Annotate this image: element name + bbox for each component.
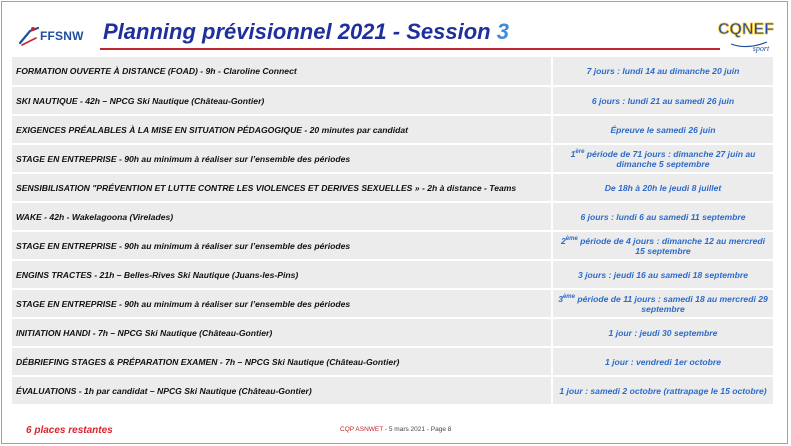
activity-cell: WAKE - 42h - Wakelagoona (Virelades) bbox=[12, 202, 552, 231]
skier-icon bbox=[18, 25, 40, 47]
activity-cell: STAGE EN ENTREPRISE - 90h au minimum à réaliser sur l’ensemble des périodes bbox=[12, 144, 552, 173]
date-cell bbox=[552, 231, 773, 260]
table-row bbox=[12, 57, 773, 86]
date-cell: 6 jours : lundi 21 au samedi 26 juin bbox=[552, 86, 773, 115]
ffsnw-logo bbox=[18, 25, 90, 47]
title-underline bbox=[100, 48, 720, 50]
activity-cell: SENSIBILISATION "PRÉVENTION ET LUTTE CONTRE LES VIOLENCES ET DERIVES SEXUELLES » - 2h à distance - Teams bbox=[12, 173, 552, 202]
activity-cell: DÉBRIEFING STAGES & PRÉPARATION EXAMEN - 7h – NPCG Ski Nautique (Château-Gontier) bbox=[12, 347, 552, 376]
activity-cell: SKI NAUTIQUE - 42h – NPCG Ski Nautique (Château-Gontier) bbox=[12, 86, 552, 115]
table-row bbox=[12, 173, 773, 202]
date-cell bbox=[552, 289, 773, 318]
table-row bbox=[12, 347, 773, 376]
date-text: période de 71 jours : dimanche 27 juin au dimanche 5 septembre bbox=[584, 148, 756, 169]
date-text: période de 11 jours : samedi 18 au mercredi 29 septembre bbox=[574, 293, 768, 314]
footer-org: CQP ASNWET bbox=[340, 426, 384, 433]
page-footer bbox=[340, 426, 451, 433]
ordinal-suffix: ème bbox=[562, 293, 575, 300]
date-cell: 1 jour : vendredi 1er octobre bbox=[552, 347, 773, 376]
svg-text:sport: sport bbox=[752, 44, 770, 53]
date-cell: 7 jours : lundi 14 au dimanche 20 juin bbox=[552, 57, 773, 86]
period-number: 2 bbox=[560, 235, 566, 246]
date-cell: 6 jours : lundi 6 au samedi 11 septembre bbox=[552, 202, 773, 231]
activity-cell: ÉVALUATIONS - 1h par candidat – NPCG Ski Nautique (Château-Gontier) bbox=[12, 376, 552, 405]
cqnef-logo-text: CQNEF bbox=[718, 21, 774, 38]
page-title bbox=[103, 19, 509, 45]
activity-cell: ENGINS TRACTES - 21h – Belles-Rives Ski Nautique (Juans-les-Pins) bbox=[12, 260, 552, 289]
ordinal-suffix: ème bbox=[565, 235, 578, 242]
activity-cell: STAGE EN ENTREPRISE - 90h au minimum à réaliser sur l’ensemble des périodes bbox=[12, 231, 552, 260]
table-row bbox=[12, 144, 773, 173]
title-text: Planning prévisionnel 2021 - Session bbox=[103, 19, 497, 44]
date-cell: De 18h à 20h le jeudi 8 juillet bbox=[552, 173, 773, 202]
table-row bbox=[12, 289, 773, 318]
table-row bbox=[12, 376, 773, 405]
ordinal-suffix: ère bbox=[575, 148, 585, 155]
period-number: 3 bbox=[558, 293, 563, 304]
table-row bbox=[12, 318, 773, 347]
date-cell bbox=[552, 144, 773, 173]
date-cell: 3 jours : jeudi 16 au samedi 18 septembre bbox=[552, 260, 773, 289]
table-row bbox=[12, 260, 773, 289]
cqnef-sport-logo bbox=[717, 14, 775, 54]
places-remaining: 6 places restantes bbox=[26, 425, 113, 436]
activity-cell: EXIGENCES PRÉALABLES À LA MISE EN SITUATION PÉDAGOGIQUE - 20 minutes par candidat bbox=[12, 115, 552, 144]
date-cell: 1 jour : samedi 2 octobre (rattrapage le 15 octobre) bbox=[552, 376, 773, 405]
schedule-table bbox=[12, 57, 773, 406]
activity-cell: FORMATION OUVERTE À DISTANCE (FOAD) - 9h - Claroline Connect bbox=[12, 57, 552, 86]
footer-info: - 5 mars 2021 - Page 8 bbox=[383, 426, 452, 433]
period-number: 1 bbox=[570, 148, 576, 159]
table-row bbox=[12, 115, 773, 144]
session-number: 3 bbox=[496, 19, 509, 44]
table-row bbox=[12, 202, 773, 231]
activity-cell: STAGE EN ENTREPRISE - 90h au minimum à réaliser sur l’ensemble des périodes bbox=[12, 289, 552, 318]
date-cell: 1 jour : jeudi 30 septembre bbox=[552, 318, 773, 347]
date-cell: Épreuve le samedi 26 juin bbox=[552, 115, 773, 144]
table-row bbox=[12, 231, 773, 260]
table-row bbox=[12, 86, 773, 115]
ffsnw-logo-text: FFSNW bbox=[40, 29, 84, 43]
date-text: période de 4 jours : dimanche 12 au mercredi 15 septembre bbox=[577, 235, 765, 256]
activity-cell: INITIATION HANDI - 7h – NPCG Ski Nautique (Château-Gontier) bbox=[12, 318, 552, 347]
